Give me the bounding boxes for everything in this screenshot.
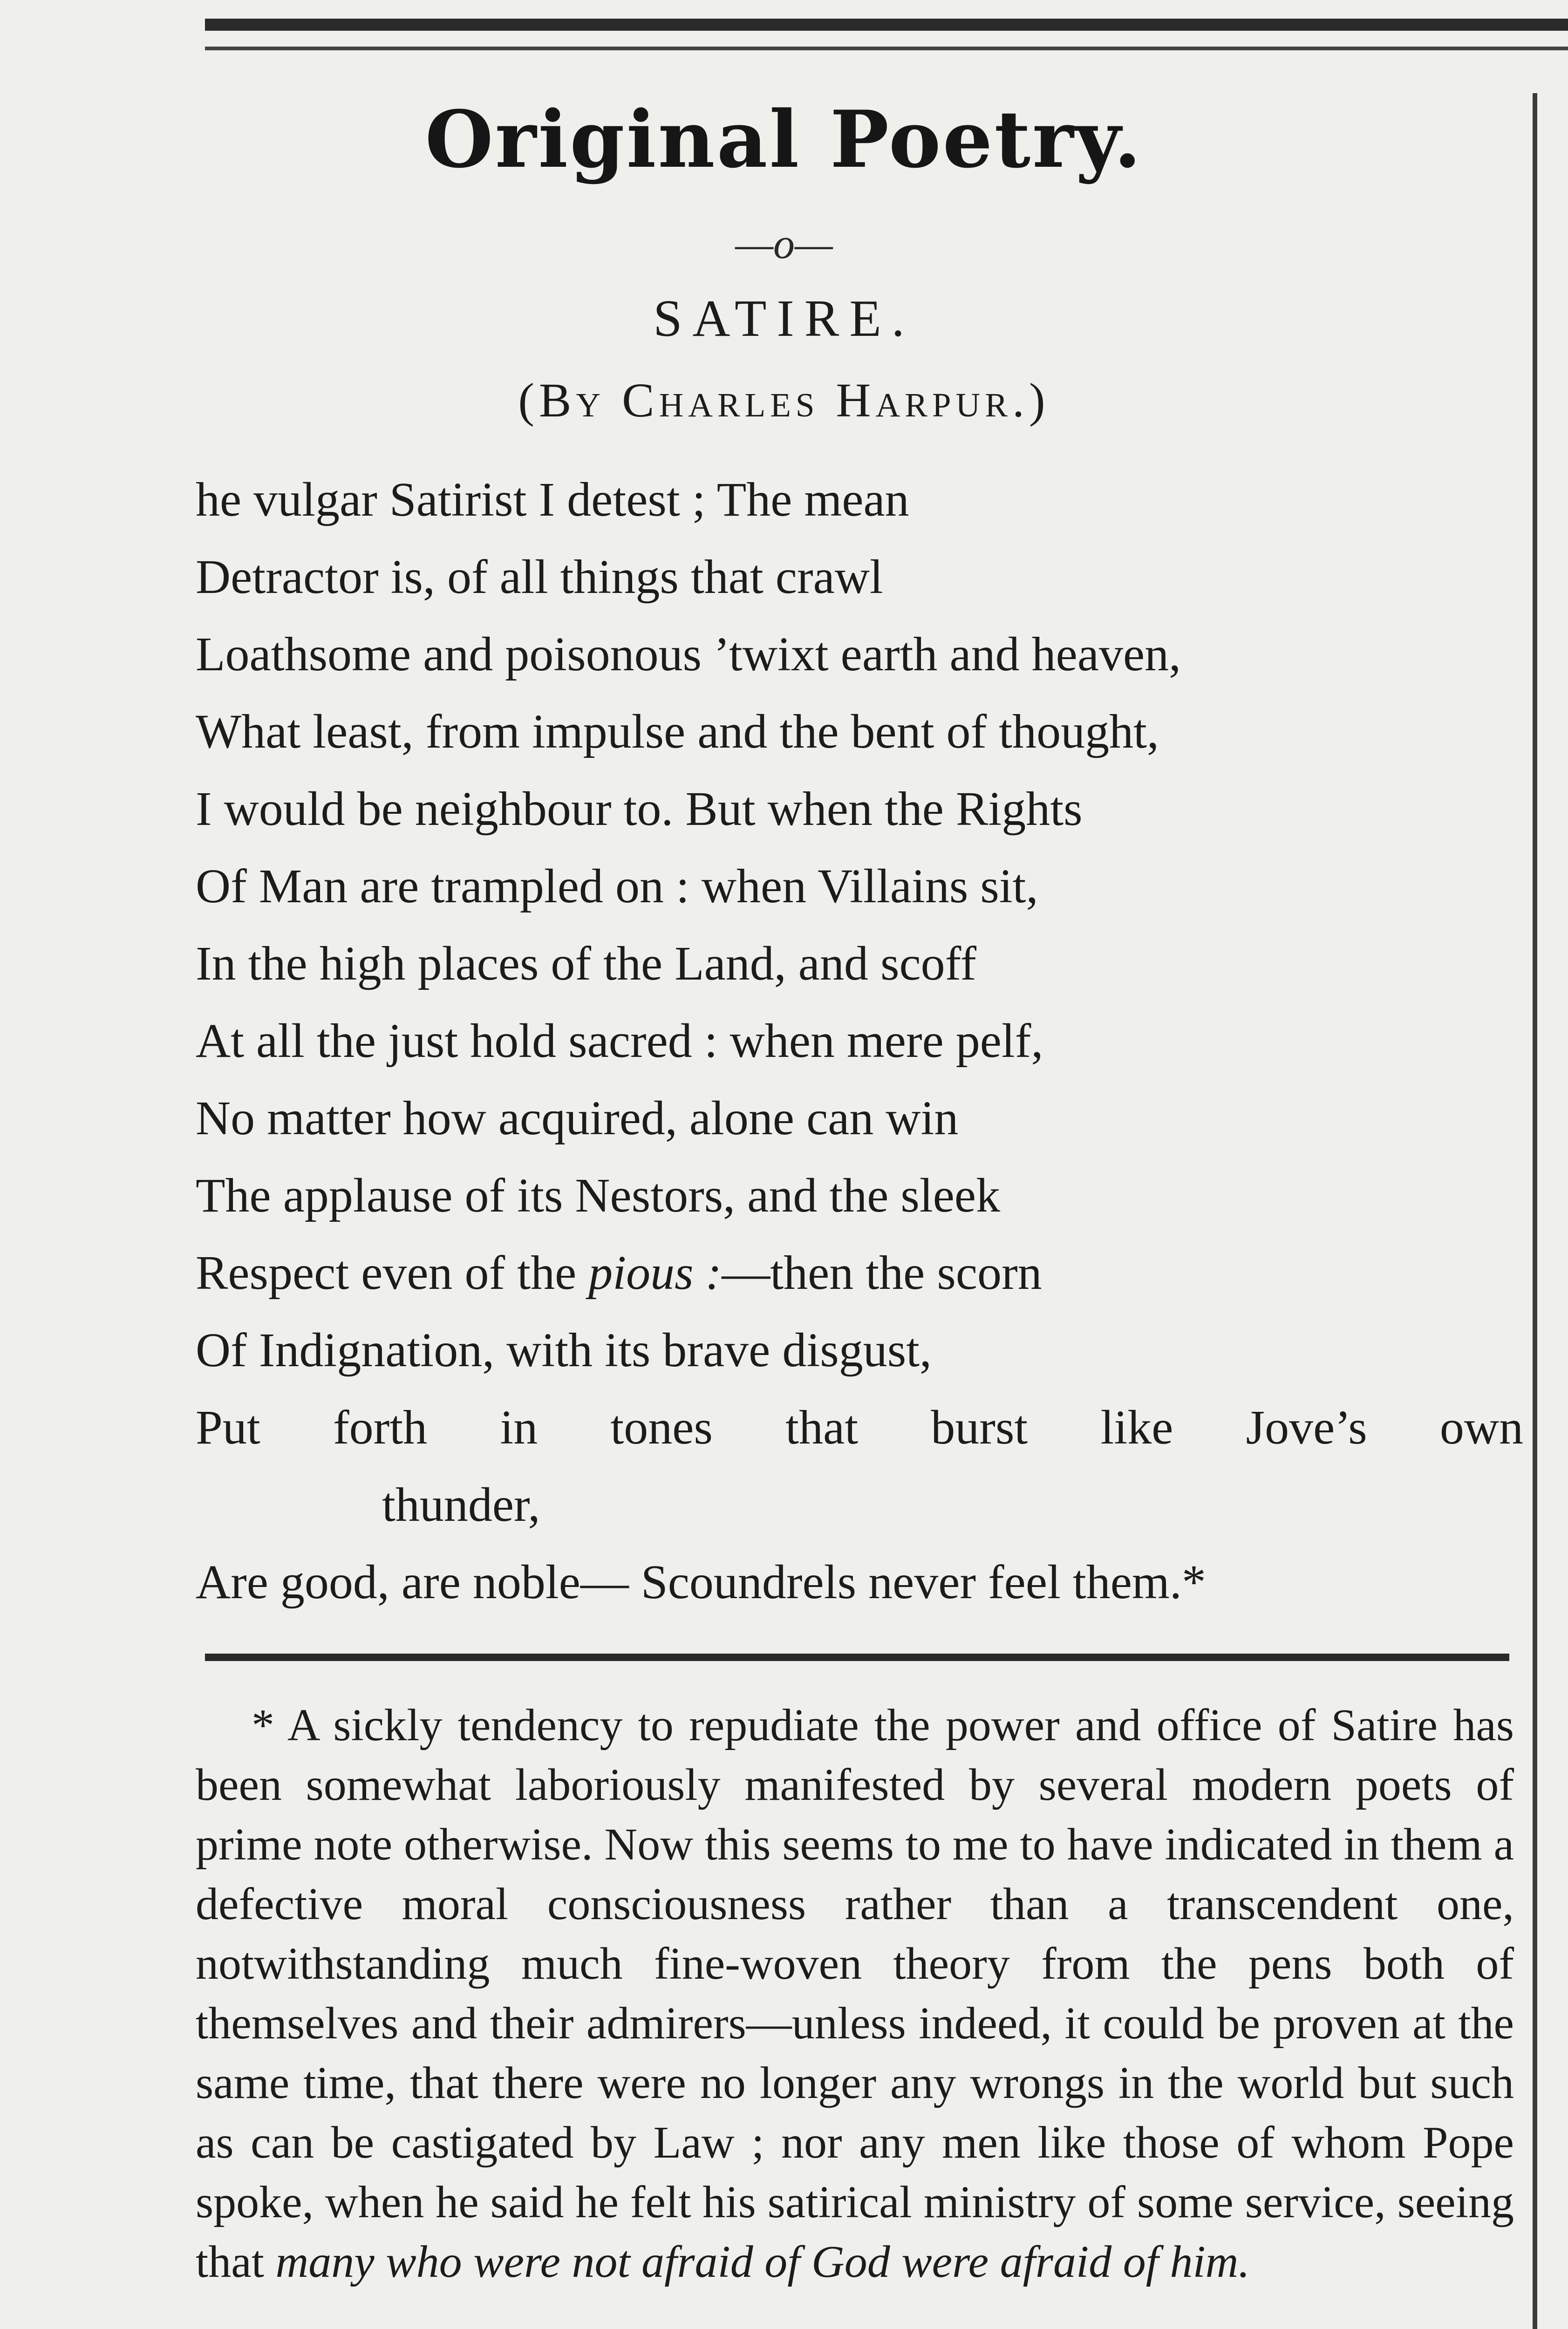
poem-line: Of Man are trampled on : when Villains sit, bbox=[196, 859, 1038, 913]
poem-title: SATIRE. bbox=[653, 290, 915, 347]
poem-line: What least, from impulse and the bent of thought, bbox=[196, 705, 1159, 758]
top-rule bbox=[205, 19, 1568, 31]
section-heading: Original Poetry. bbox=[425, 93, 1143, 185]
column-rule bbox=[1533, 93, 1537, 2329]
poem-line: In the high places of the Land, and scoff bbox=[196, 937, 976, 990]
footnote-text: * A sickly tendency to repudiate the power and office of Satire has been somewhat laboriously manifested by several modern poets of prime note otherwise. Now this seems to me to have indicated in them a defective moral consciousness rather than a transcendent one, notwithstanding much fine-woven theory from the pens both of themselves and their admirers—unless indeed, it could be proven at the same time, that there were no longer any wrongs in the world but such as can be castigated by Law ; nor any men like those of whom Pope spoke, when he said he felt his satirical ministry of some service, seeing that bbox=[196, 1700, 1514, 2287]
poem-line bbox=[196, 1234, 1523, 1312]
ornament-divider: —o— bbox=[735, 220, 833, 267]
poem-line: Detractor is, of all things that crawl bbox=[196, 550, 883, 604]
section-rule bbox=[205, 1654, 1509, 1661]
poem-line: At all the just hold sacred : when mere pelf, bbox=[196, 1014, 1043, 1068]
poem-line: he vulgar Satirist I detest ; The mean bbox=[196, 473, 909, 526]
poem-line: No matter how acquired, alone can win bbox=[196, 1091, 959, 1145]
poem-line: Put forth in tones that burst like Jove’s own bbox=[196, 1401, 1523, 1454]
footnote-paragraph bbox=[196, 1696, 1514, 2292]
poem-line: Loathsome and poisonous ’twixt earth and heaven, bbox=[196, 627, 1181, 681]
poem-line: I would be neighbour to. But when the Rights bbox=[196, 782, 1083, 836]
poem-body bbox=[196, 461, 1523, 1621]
footnote bbox=[196, 1696, 1514, 2292]
poem-line: Are good, are noble— Scoundrels never feel them.* bbox=[196, 1555, 1206, 1609]
poem-byline: (By Charles Harpur.) bbox=[518, 374, 1050, 427]
poem-line: Of Indignation, with its brave disgust, bbox=[196, 1323, 932, 1377]
poem-line-start: Respect even of the bbox=[196, 1246, 577, 1300]
poem-line-end: —then the scorn bbox=[722, 1246, 1042, 1300]
poem-line-continuation: thunder, bbox=[382, 1478, 540, 1532]
top-rule-thin bbox=[205, 47, 1568, 50]
footnote-italic-text: many who were not afraid of God were afraid of him. bbox=[275, 2237, 1250, 2287]
poem-line-italic: pious : bbox=[588, 1246, 722, 1300]
poem-line: The applause of its Nestors, and the sleek bbox=[196, 1169, 1001, 1222]
